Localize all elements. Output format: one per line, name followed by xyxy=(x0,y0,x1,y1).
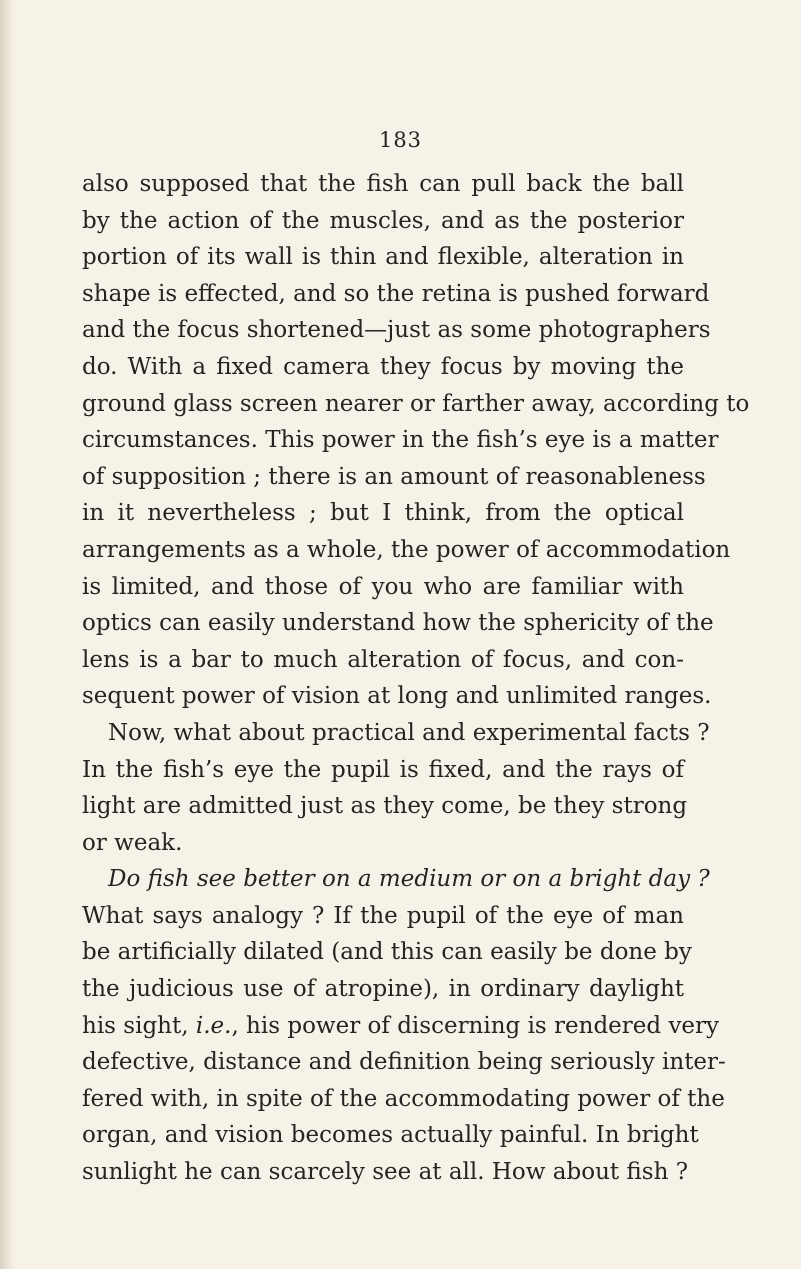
text-line: In the fish’s eye the pupil is fixed, and the rays of xyxy=(82,756,684,783)
text-fragment: , his power of discerning is rendered very xyxy=(231,1012,720,1039)
text-line: by the action of the muscles, and as the posterior xyxy=(82,207,684,234)
text-line: What says analogy ? If the pupil of the eye of man xyxy=(82,902,684,929)
page-number: 183 xyxy=(378,128,423,152)
text-line: fered with, in spite of the accommodating power of the xyxy=(82,1085,725,1112)
text-line: and the focus shortened—just as some photographers xyxy=(82,317,711,344)
text-line: defective, distance and definition being seriously inter- xyxy=(82,1049,726,1076)
text-line: Now, what about practical and experimental facts ? xyxy=(108,719,710,746)
text-line: sequent power of vision at long and unlimited ranges. xyxy=(82,683,712,710)
text-line: also supposed that the fish can pull back the ball xyxy=(82,171,684,197)
text-line-mixed xyxy=(82,1008,720,1045)
text-line: arrangements as a whole, the power of accommodation xyxy=(82,536,731,563)
text-line: do. With a fixed camera they focus by moving the xyxy=(82,353,684,380)
text-line: in it nevertheless ; but I think, from the optical xyxy=(82,500,684,527)
text-line: or weak. xyxy=(82,829,183,856)
text-line: be artificially dilated (and this can easily be done by xyxy=(82,939,692,966)
text-fragment-italic: i.e. xyxy=(195,1012,232,1039)
text-line: ground glass screen nearer or farther away, according to xyxy=(82,390,750,417)
text-fragment: his sight, xyxy=(82,1012,196,1039)
text-line: portion of its wall is thin and flexible, alteration in xyxy=(82,244,684,271)
text-line: lens is a bar to much alteration of focus, and con- xyxy=(82,646,684,673)
text-line: is limited, and those of you who are familiar with xyxy=(82,573,684,600)
page-gutter-shadow xyxy=(0,0,14,1269)
text-line: the judicious use of atropine), in ordinary daylight xyxy=(82,976,684,1003)
text-line: circumstances. This power in the fish’s eye is a matter xyxy=(82,427,719,454)
body-text xyxy=(82,166,750,1191)
text-line: organ, and vision becomes actually painful. In bright xyxy=(82,1122,699,1149)
text-line: sunlight he can scarcely see at all. How about fish ? xyxy=(82,1159,689,1186)
text-line: shape is effected, and so the retina is pushed forward xyxy=(82,280,710,307)
text-line-italic-heading: Do fish see better on a medium or on a bright day ? xyxy=(108,866,710,893)
text-line: of supposition ; there is an amount of reasonableness xyxy=(82,463,706,490)
text-line: light are admitted just as they come, be they strong xyxy=(82,793,688,820)
text-line: optics can easily understand how the sphericity of the xyxy=(82,610,714,637)
